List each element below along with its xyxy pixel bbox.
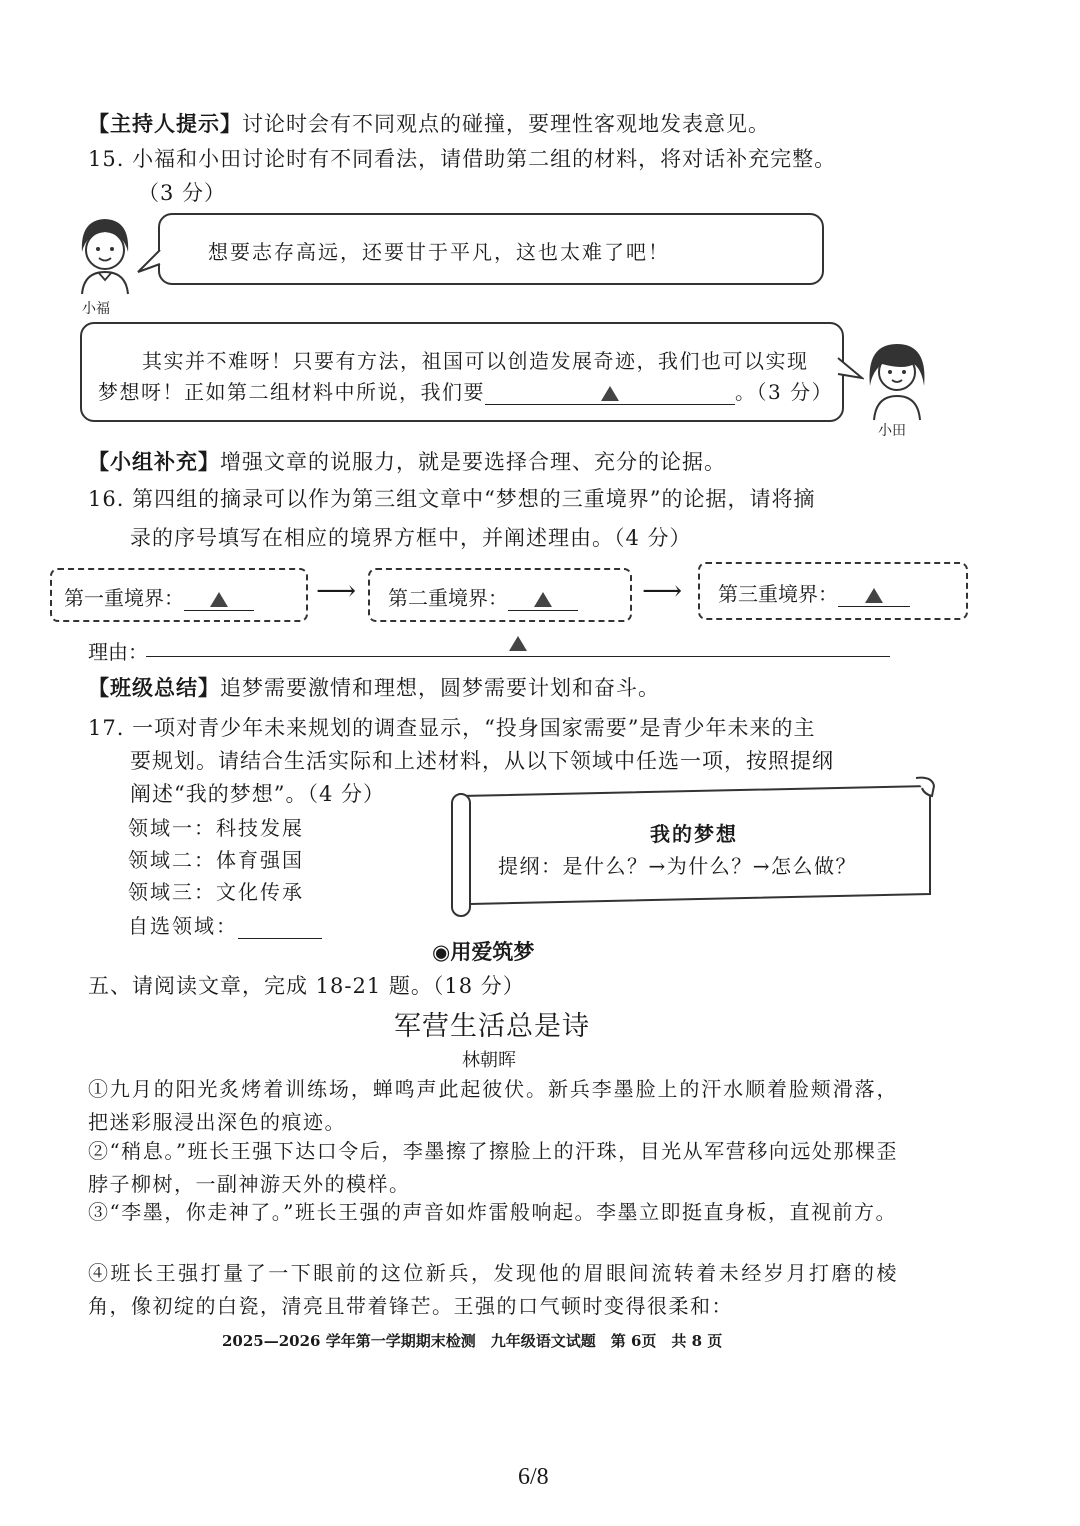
realm3 <box>718 578 910 607</box>
host-tip <box>88 108 770 138</box>
class-summary-text: 追梦需要激情和理想，圆梦需要计划和奋斗。 <box>220 676 660 700</box>
realm2 <box>388 582 578 611</box>
group-add-text: 增强文章的说服力，就是要选择合理、充分的论据。 <box>220 450 726 474</box>
field-1: 领域一：科技发展 <box>128 816 304 840</box>
host-tip-label: 【主持人提示】 <box>88 111 242 136</box>
field-3: 领域三：文化传承 <box>128 880 304 904</box>
scroll-outline: 提纲：是什么？→为什么？→怎么做？ <box>498 854 858 878</box>
scroll-frame <box>446 774 938 920</box>
xiaofu-avatar-icon <box>74 214 136 296</box>
triangle-icon <box>865 588 883 603</box>
field-2: 领域二：体育强国 <box>128 848 304 872</box>
xiaotian-line2b: 。（3 分） <box>735 380 834 404</box>
q17-line1: 17. 一项对青少年未来规划的调查显示，“投身国家需要”是青少年未来的主 <box>88 716 816 740</box>
article-paragraph-4: ④班长王强打量了一下眼前的这位新兵，发现他的眉眼间流转着未经岁月打磨的棱角，像初绽的白瓷，清亮且带着锋芒。王强的口气顿时变得很柔和： <box>88 1261 898 1318</box>
realm2-label: 第二重境界： <box>388 586 508 610</box>
page-number: 6/8 <box>518 1464 549 1490</box>
q15-line2: （3 分） <box>138 181 227 205</box>
arrow-icon: ⟶ <box>642 574 683 607</box>
q16-line1: 16. 第四组的摘录可以作为第三组文章中“梦想的三重境界”的论据，请将摘 <box>88 487 816 511</box>
triangle-icon <box>601 386 619 401</box>
xiaotian-line1: 其实并不难呀！只要有方法，祖国可以创造发展奇迹，我们也可以实现 <box>142 349 809 373</box>
article-paragraph-3: ③“李墨，你走神了。”班长王强的声音如炸雷般响起。李墨立即挺直身板，直视前方。 <box>88 1200 897 1224</box>
class-summary <box>88 672 660 702</box>
section-title: ◉用爱筑梦 <box>432 939 535 964</box>
article-author: 林朝晖 <box>462 1050 516 1071</box>
class-summary-label: 【班级总结】 <box>88 675 220 700</box>
field-custom <box>128 910 322 939</box>
triangle-icon <box>210 592 228 607</box>
realm3-label: 第三重境界： <box>718 582 838 606</box>
xiaotian-name: 小田 <box>878 423 906 439</box>
scroll-title: 我的梦想 <box>650 822 738 846</box>
article-title: 军营生活总是诗 <box>394 1011 590 1042</box>
xiaofu-bubble-tail <box>136 248 162 276</box>
article-paragraph-1: ①九月的阳光炙烤着训练场，蝉鸣声此起彼伏。新兵李墨脸上的汗水顺着脸颊滑落，把迷彩服浸出深色的痕迹。 <box>88 1077 898 1134</box>
q15-line1: 15. 小福和小田讨论时有不同看法，请借助第二组的材料，将对话补充完整。 <box>88 147 837 171</box>
group-add <box>88 446 726 476</box>
xiaotian-avatar-icon <box>864 340 930 422</box>
realm1-label: 第一重境界： <box>64 586 184 610</box>
xiaotian-line2 <box>98 376 833 405</box>
xiaofu-name: 小福 <box>82 301 110 317</box>
article-paragraph-2: ②“稍息。”班长王强下达口令后，李墨擦了擦脸上的汗珠，目光从军营移向远处那棵歪脖子柳树，一副神游天外的模样。 <box>88 1139 898 1196</box>
q16-line2: 录的序号填写在相应的境界方框中，并阐述理由。（4 分） <box>130 526 692 550</box>
q17-line2: 要规划。请结合生活实际和上述材料，从以下领域中任选一项，按照提纲 <box>130 749 834 773</box>
q17-line3: 阐述“我的梦想”。（4 分） <box>130 782 386 806</box>
field-custom-blank[interactable] <box>238 916 322 939</box>
realm1 <box>64 582 254 611</box>
field-custom-label: 自选领域： <box>128 914 238 938</box>
triangle-icon <box>534 592 552 607</box>
xiaofu-text: 想要志存高远，还要甘于平凡，这也太难了吧！ <box>208 240 670 264</box>
xiaotian-line2a: 梦想呀！正如第二组材料中所说，我们要 <box>98 380 485 404</box>
q15-answer-blank[interactable] <box>485 382 735 405</box>
triangle-icon <box>509 636 527 651</box>
host-tip-text: 讨论时会有不同观点的碰撞，要理性客观地发表意见。 <box>242 112 770 136</box>
page-footer: 2025—2026 学年第一学期期末检测 九年级语文试题 第 6页 共 8 页 <box>222 1332 723 1350</box>
section-5-heading: 五、请阅读文章，完成 18-21 题。（18 分） <box>88 974 525 998</box>
xiaotian-bubble-tail <box>836 356 864 386</box>
arrow-icon: ⟶ <box>316 574 357 607</box>
group-add-label: 【小组补充】 <box>88 449 220 474</box>
reason-blank[interactable] <box>146 636 890 657</box>
realm1-blank[interactable] <box>184 588 254 611</box>
reason-label: 理由： <box>88 640 148 664</box>
realm2-blank[interactable] <box>508 588 578 611</box>
realm3-blank[interactable] <box>838 584 910 607</box>
